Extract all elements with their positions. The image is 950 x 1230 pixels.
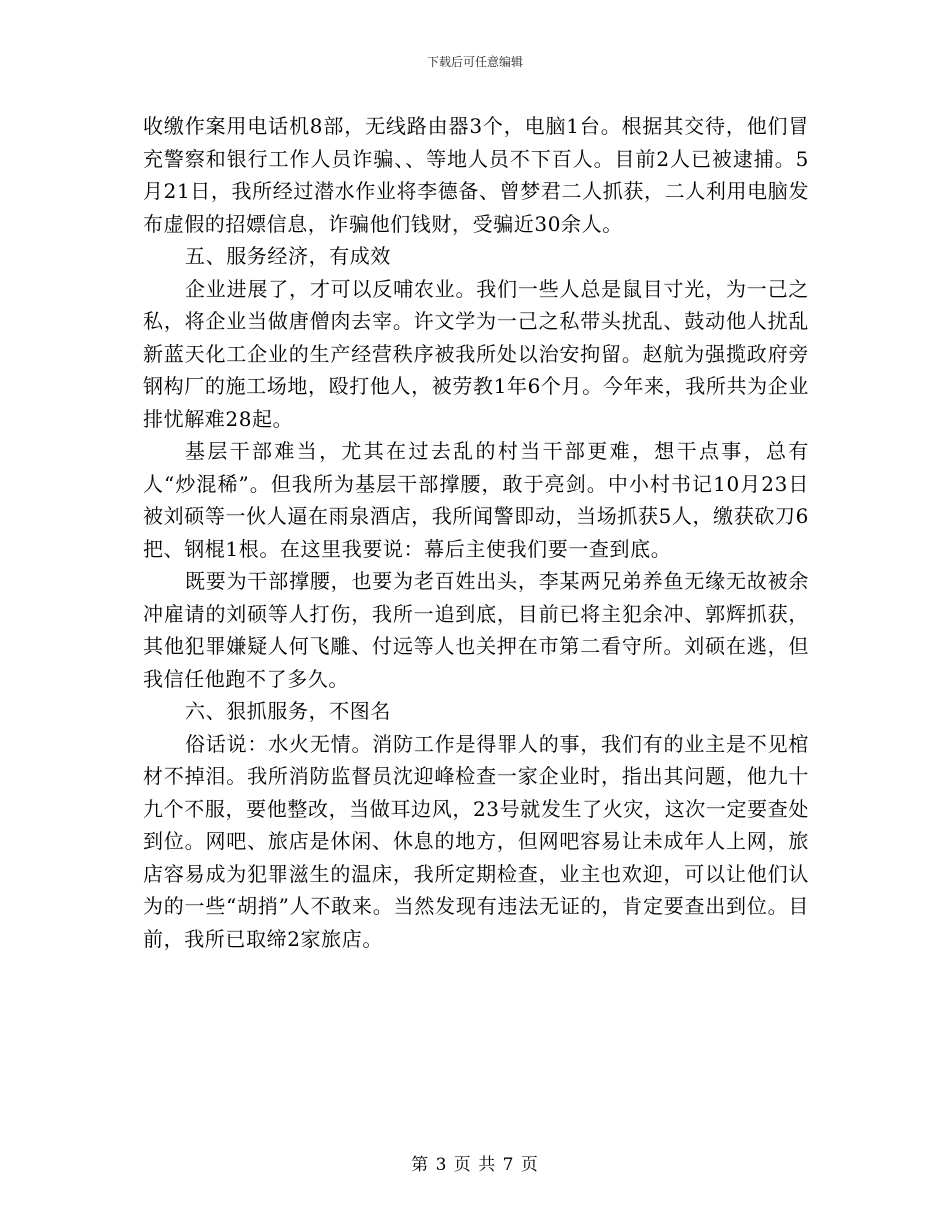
paragraph-continuation: 收缴作案用电话机8部，无线路由器3个，电脑1台。根据其交待，他们冒充警察和银行工作人员诈骗、、等地人员不下百人。目前2人已被逮捕。5月21日，我所经过潜水作业将李德备、曾梦君二人抓获，二人利用电脑发布虚假的招嫖信息，诈骗他们钱财，受骗近30余人。 <box>143 114 809 236</box>
section-heading-5: 五、服务经济，有成效 <box>185 244 391 268</box>
page-number: 第 3 页 共 7 页 <box>411 1155 539 1175</box>
paragraph: 俗话说：水火无情。消防工作是得罪人的事，我们有的业主是不见棺材不掉泪。我所消防监督员沈迎峰检查一家企业时，指出其问题，他九十九个不服，要他整改，当做耳边风，23号就发生了火灾，这次一定要查处到位。网吧、旅店是休闲、休息的地方，但网吧容易让未成年人上网，旅店容易成为犯罪滋生的温床，我所定期检查，业主也欢迎，可以让他们认为的一些“胡捎”人不敢来。当然发现有违法无证的，肯定要查出到位。目前，我所已取缔2家旅店。 <box>143 731 809 951</box>
document-body <box>143 110 809 955</box>
paragraph: 既要为干部撑腰，也要为老百姓出头，李某两兄弟养鱼无缘无故被余冲雇请的刘硕等人打伤，我所一追到底，目前已将主犯余冲、郭辉抓获，其他犯罪嫌疑人何飞雕、付远等人也关押在市第二看守所。刘硕在逃，但我信任他跑不了多久。 <box>143 569 809 691</box>
paragraph: 企业进展了，才可以反哺农业。我们一些人总是鼠目寸光，为一己之私，将企业当做唐僧肉去宰。许文学为一己之私带头扰乱、鼓动他人扰乱新蓝天化工企业的生产经营秩序被我所处以治安拘留。赵航为强揽政府旁钢构厂的施工场地，殴打他人，被劳教1年6个月。今年来，我所共为企业排忧解难28起。 <box>143 276 809 431</box>
page-header: 下载后可任意编辑 <box>426 55 523 69</box>
section-heading-6: 六、狠抓服务，不图名 <box>185 699 391 723</box>
paragraph: 基层干部难当，尤其在过去乱的村当干部更难，想干点事，总有人“炒混稀”。但我所为基层干部撑腰，敢于亮剑。中小村书记10月23日被刘硕等一伙人逼在雨泉酒店，我所闻警即动，当场抓获5人，缴获砍刀6把、钢棍1根。在这里我要说：幕后主使我们要一查到底。 <box>143 439 809 561</box>
